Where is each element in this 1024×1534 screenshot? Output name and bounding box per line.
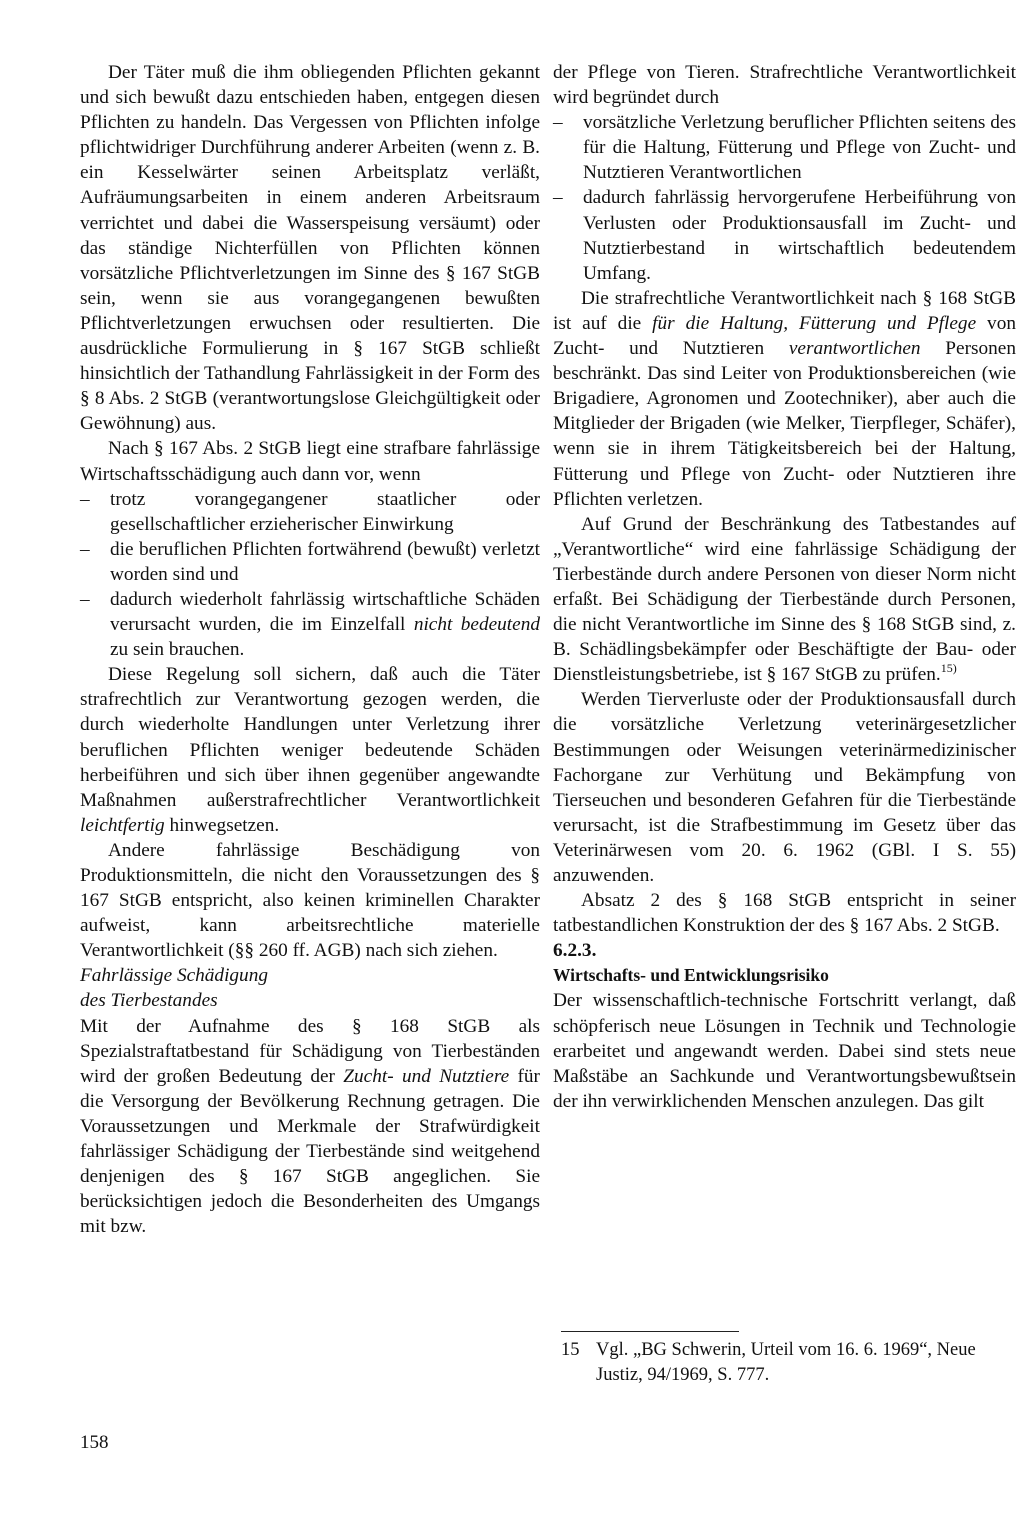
paragraph-continuation: der Pflege von Tieren. Strafrechtliche Verantwortlichkeit wird begründet durch [553, 62, 1016, 109]
subheading [80, 963, 540, 1013]
dash-marker: – [553, 187, 563, 209]
footnote-area [561, 1331, 1016, 1388]
left-column [80, 60, 540, 1239]
paragraph-restriction [553, 512, 1016, 688]
list-item [80, 587, 540, 662]
paragraph-text: Auf Grund der Beschränkung des Tatbestandes auf „Verantwortliche“ wird eine fahrlässige Schädigung der Tierbestände durch andere Personen von dieser Norm nicht erfaßt. Bei Schädigung der Tierbestände durch Personen, die nicht Verantwortliche im Sinne des § 168 StGB sind, z. B. Schädlingsbekämpfer oder Beschäftigte der Bau- oder Dienstleistungsbetriebe, ist § 167 StGB zu prüfen. [553, 513, 1016, 686]
paragraph-absatz-2: Absatz 2 des § 168 StGB entspricht in seiner tatbestandlichen Konstruktion der des § 167 Abs. 2 StGB. [553, 890, 1016, 937]
paragraph-progress: Der wissenschaftlich-technische Fortschritt verlangt, daß schöpferisch neue Lösungen in Technik und Technologie erarbeitet und angewandt werden. Dabei sind stets neue Maßstäbe an Sachkunde und Verantwortungsbewußtsein der ihn verwirklichenden Menschen anzulegen. Das gilt [553, 990, 1016, 1112]
paragraph-animal-stock [80, 1014, 540, 1240]
footnote-rule [561, 1331, 739, 1332]
paragraph-text: Mit der Aufnahme des § 168 StGB als Spezialstraftatbestand für Schädigung von Tierbeständen wird der großen Bedeutung der [80, 1015, 540, 1087]
dash-marker: – [80, 588, 90, 610]
footnote [561, 1338, 1016, 1388]
paragraph-text: Personen beschränkt. Das sind Leiter von Produktionsbereichen (wie Brigadiere, Agronomen und Zootechniker), aber auch die Mitglieder der Brigaden (wie Melker, Tierpfleger, Schäfer), wenn sie in ihrem Tätigkeitsbereich bei der Haltung, Fütterung und Pflege von Zucht- oder Nutztieren ihre Pflichten verletzen. [553, 338, 1016, 510]
paragraph-text: Diese Regelung soll sichern, daß auch die Täter strafrechtlich zur Verantwortung gezogen werden, die durch wiederholte Handlungen unter Verletzung ihrer beruflichen Pflichten weniger bedeutende Schäden herbeiführen und sich über ihnen gegenüber angewandte Maßnahmen außerstrafrechtlicher Verantwortlichkeit [80, 664, 540, 811]
paragraph-regulation-purpose [80, 662, 540, 838]
paragraph-negligence-rule: Nach § 167 Abs. 2 StGB liegt eine strafbare fahrlässige Wirtschaftsschädigung auch dann vor, wenn [80, 438, 540, 485]
footnote-reference: 15) [940, 661, 957, 676]
emphasis-text: verantwortlichen [788, 338, 921, 360]
list-item-text: dadurch fahrlässig hervorgerufene Herbeiführung von Verlusten oder Produktionsausfall im Zucht- und Nutztierbestand in wirtschaftlich bedeutendem Umfang. [583, 187, 1016, 284]
paragraph-text: hinwegsetzen. [169, 814, 280, 836]
footnote-text: Vgl. „BG Schwerin, Urteil vom 16. 6. 1969“, Neue Justiz, 94/1969, S. 777. [596, 1340, 976, 1385]
paragraph-veterinary: Werden Tierverluste oder der Produktionsausfall durch die vorsätzliche Verletzung veterinärgesetzlicher Bestimmungen oder Weisungen veterinärmedizinischer Fachorgane zur Verhütung und Bekämpfung von Tierseuchen und besonderen Gefahren für die Tierbestände verursacht, ist die Strafbestimmung im Gesetz über das Veterinärwesen vom 20. 6. 1962 (GBl. I S. 55) anzuwenden. [553, 689, 1016, 886]
subheading-line: Fahrlässige Schädigung [80, 965, 268, 987]
list-item [553, 185, 1016, 285]
page-number: 158 [80, 1432, 109, 1453]
paragraph-text: Die strafrechtliche Verantwortlichkeit nach § 168 StGB ist auf die [553, 287, 1016, 334]
right-column [553, 60, 1016, 1114]
dash-marker: – [80, 538, 90, 560]
section-title: Wirtschafts- und Entwicklungsrisiko [553, 965, 829, 986]
subheading-line: des Tierbestandes [80, 990, 218, 1012]
list-item-text: trotz vorangegangener staatlicher oder gesellschaftlicher erzieherischer Einwirkung [110, 488, 540, 535]
footnote-number: 15 [561, 1340, 580, 1360]
list-item [80, 487, 540, 537]
paragraph-other-damage: Andere fahrlässige Beschädigung von Produktionsmitteln, die nicht den Voraussetzungen des § 167 StGB entspricht, also keinen kriminellen Charakter aufweist, kann arbeitsrechtliche materielle Verantwortlichkeit (§§ 260 ff. AGB) nach sich ziehen. [80, 839, 540, 962]
emphasis-text: leichtfertig [80, 814, 165, 836]
dash-marker: – [553, 112, 563, 134]
paragraph-intent: Der Täter muß die ihm obliegenden Pflichten gekannt und sich bewußt dazu entschieden haben, entgegen diesen Pflichten zu handeln. Das Vergessen von Pflichten infolge pflichtwidriger Durchführung anderer Arbeiten (wenn z. B. ein Kesselwärter seinen Arbeitsplatz verläßt, Aufräumungsarbeiten in einem anderen Arbeitsraum verrichtet und dabei die Wasserspeisung versäumt) oder das ständige Nichterfüllen von Pflichten können vorsätzliche Pflichtverletzungen im Sinne des § 167 StGB sein, wenn sie aus vorangegangenen bewußten Pflichtverletzungen erwuchsen oder resultierten. Die ausdrückliche Formulierung in § 167 StGB schließt hinsichtlich der Tathandlung Fahrlässigkeit in der Form des § 8 Abs. 2 StGB (verantwortungslose Gleichgültigkeit oder Gewöhnung) aus. [80, 62, 540, 435]
dash-marker: – [80, 488, 90, 510]
list-item [553, 110, 1016, 185]
emphasis-text: für die Haltung, Fütterung und Pflege [652, 312, 977, 334]
list-item-text: die beruflichen Pflichten fortwährend (bewußt) verletzt worden sind und [110, 538, 540, 585]
paragraph-responsible-persons [553, 286, 1016, 512]
section-number: 6.2.3. [553, 940, 597, 962]
paragraph-text: für die Versorgung der Bevölkerung Rechnung getragen. Die Voraussetzungen und Merkmale der Strafwürdigkeit fahrlässiger Schädigung der Tierbestände sind weitgehend denjenigen des § 167 StGB angeglichen. Sie berücksichtigen jedoch die Besonderheiten des Umgangs mit bzw. [80, 1065, 540, 1238]
list-item-emphasis: nicht bedeutend [413, 614, 541, 636]
list-item [80, 537, 540, 587]
list-item-text: zu sein brauchen. [110, 639, 245, 661]
list-item-text: dadurch wiederholt fahrlässig wirtschaftliche Schäden verursacht wurden, die im Einzelfall [110, 588, 540, 636]
paragraph-text: von Zucht- und Nutztieren [553, 312, 1016, 360]
list-item-text: vorsätzliche Verletzung beruflicher Pflichten seitens des für die Haltung, Fütterung und Pflege von Zucht- und Nutztieren Verantwortlichen [583, 112, 1016, 184]
emphasis-text: Zucht- und Nutztiere [343, 1065, 510, 1087]
